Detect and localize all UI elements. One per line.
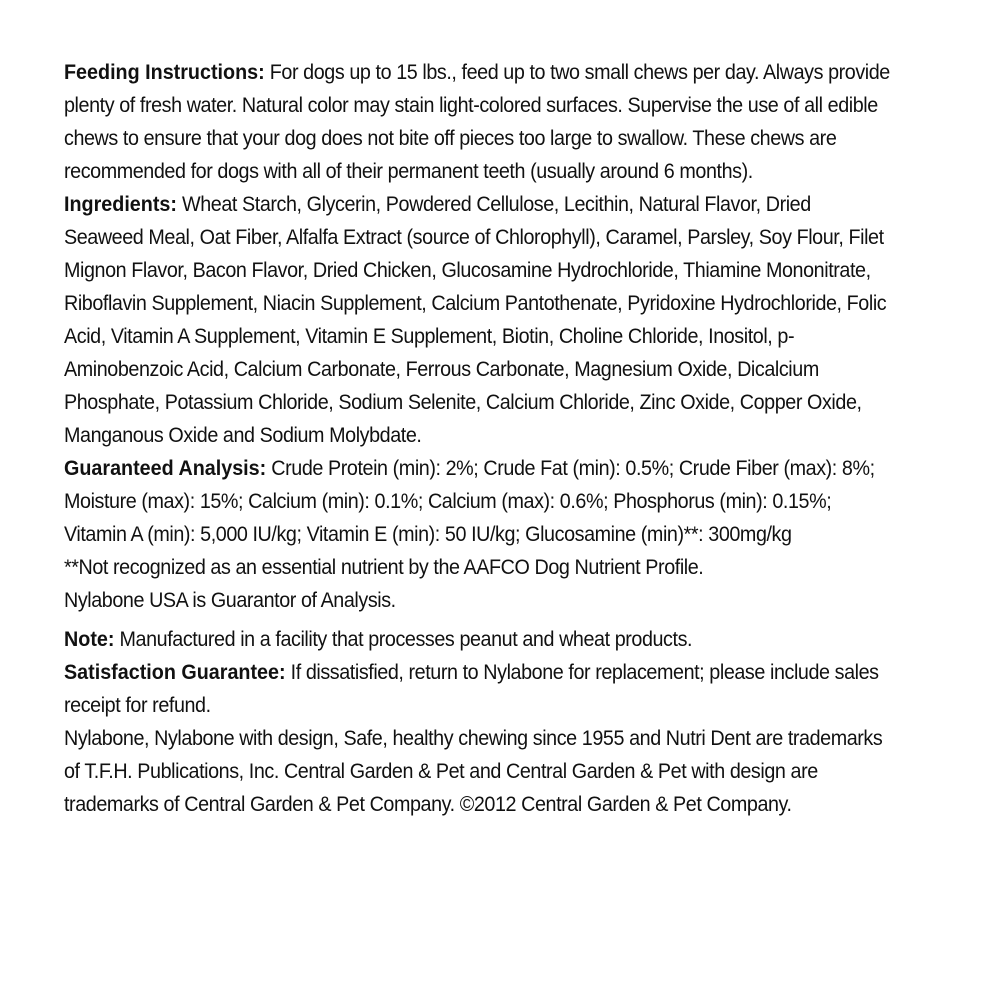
- guaranteed-analysis-paragraph: [64, 452, 895, 551]
- analysis-guarantor: Nylabone USA is Guarantor of Analysis.: [64, 589, 396, 612]
- product-label-text: [64, 56, 895, 821]
- note-text: Manufactured in a facility that processes peanut and wheat products.: [114, 628, 693, 651]
- satisfaction-guarantee-heading: Satisfaction Guarantee:: [64, 661, 286, 684]
- ingredients-section: [64, 188, 895, 452]
- guaranteed-analysis-text: Crude Protein (min): 2%; Crude Fat (min): 0.5%; Crude Fiber (max): 8%; Moisture (max): 15%; Calcium (min): 0.1%; Calcium (max): 0.6%; Phosphorus (min): 0.15%; Vitamin A (min): 5,000 IU/kg; Vitamin E (min): 50 IU/kg; Glucosamine (min)**: 300mg/kg: [64, 457, 875, 546]
- trademark-notice: Nylabone, Nylabone with design, Safe, healthy chewing since 1955 and Nutri Dent are trademarks of T.F.H. Publications, Inc. Central Garden & Pet and Central Garden & Pet with design are trademarks of Central Garden & Pet Company. ©2012 Central Garden & Pet Company.: [64, 727, 883, 816]
- ingredients-text: Wheat Starch, Glycerin, Powdered Cellulose, Lecithin, Natural Flavor, Dried Seaweed Meal, Oat Fiber, Alfalfa Extract (source of Chlorophyll), Caramel, Parsley, Soy Flour, Filet Mignon Flavor, Bacon Flavor, Dried Chicken, Glucosamine Hydrochloride, Thiamine Mononitrate, Riboflavin Supplement, Niacin Supplement, Calcium Pantothenate, Pyridoxine Hydrochloride, Folic Acid, Vitamin A Supplement, Vitamin E Supplement, Biotin, Choline Chloride, Inositol, p-Aminobenzoic Acid, Calcium Carbonate, Ferrous Carbonate, Magnesium Oxide, Dicalcium Phosphate, Potassium Chloride, Sodium Selenite, Calcium Chloride, Zinc Oxide, Copper Oxide, Manganous Oxide and Sodium Molybdate.: [64, 193, 887, 447]
- satisfaction-guarantee-text: If dissatisfied, return to Nylabone for replacement; please include sales receipt for refund.: [64, 661, 879, 717]
- feeding-instructions-section: [64, 56, 895, 188]
- note-heading: Note:: [64, 628, 115, 651]
- analysis-footnote: **Not recognized as an essential nutrient by the AAFCO Dog Nutrient Profile.: [64, 556, 704, 579]
- ingredients-heading: Ingredients:: [64, 193, 177, 216]
- guaranteed-analysis-section: [64, 452, 895, 617]
- feeding-instructions-heading: Feeding Instructions:: [64, 61, 265, 84]
- feeding-instructions-text: For dogs up to 15 lbs., feed up to two small chews per day. Always provide plenty of fresh water. Natural color may stain light-colored surfaces. Supervise the use of all edible chews to ensure that your dog does not bite off pieces too large to swallow. These chews are recommended for dogs with all of their permanent teeth (usually around 6 months).: [64, 61, 890, 183]
- satisfaction-guarantee-section: [64, 656, 895, 722]
- guaranteed-analysis-heading: Guaranteed Analysis:: [64, 457, 267, 480]
- note-section: [64, 623, 895, 656]
